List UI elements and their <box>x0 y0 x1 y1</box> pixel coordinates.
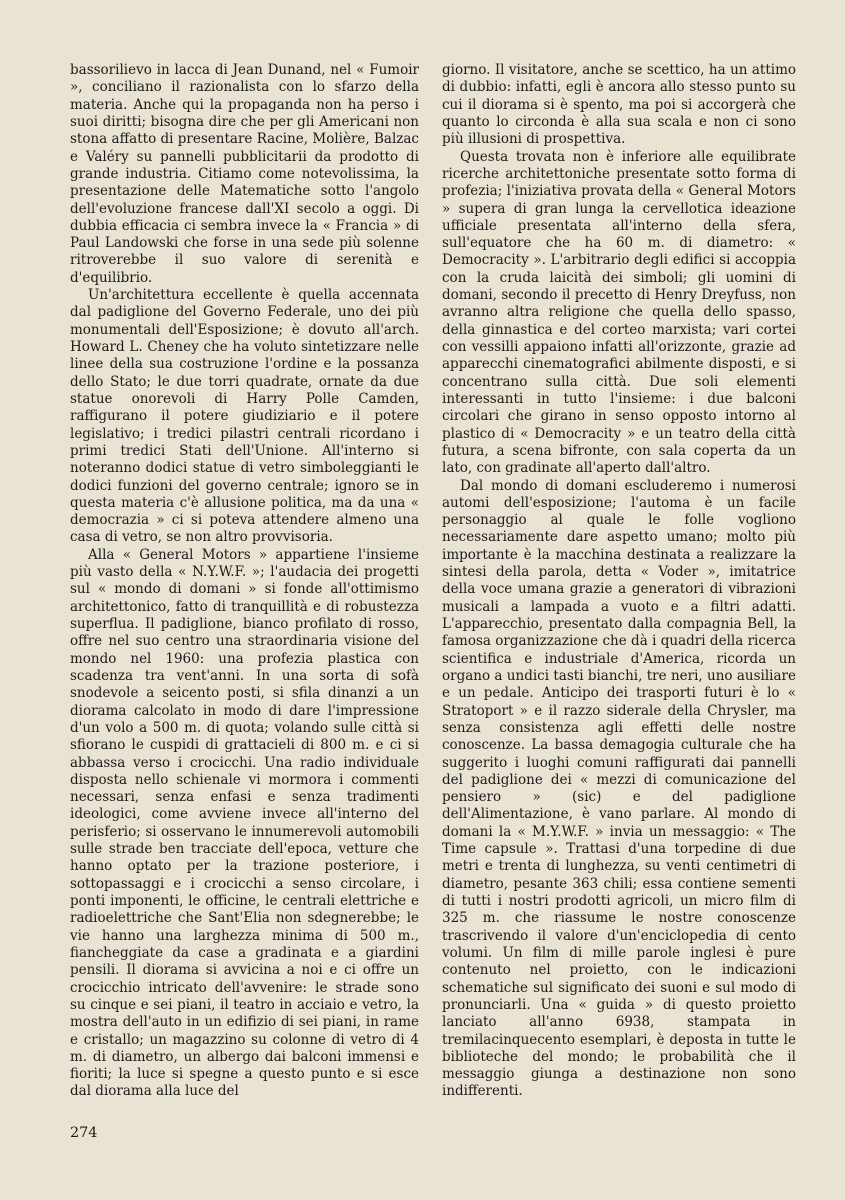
paragraph: Questa trovata non è inferiore alle equilibrate ricerche architettoniche presentate sotto forma di profezia; l'iniziativa provata della « General Motors » supera di gran lunga la cervellotica ideazione ufficiale presentata all'interno della sfera, sull'equatore che ha 60 m. di diametro: « Democracity ». L'arbitrario degli edifici si accoppia con la cruda laicità dei simboli; gli uomini di domani, secondo il precetto di Henry Dreyfuss, non avranno altra religione che quella dello spasso, della ginnastica e del corteo marxista; vari cortei con vessilli appaiono infatti all'orizzonte, grazie ad apparecchi cinematografici abilmente disposti, e si concentrano sulla città. Due soli elementi interessanti in tutto l'insieme: i due balconi circolari che girano in senso opposto intorno al plastico di « Democracity » e un teatro della città futura, a scena bifronte, con sala coperta da un lato, con gradinate all'aperto dall'altro. <box>442 148 796 477</box>
paragraph: Un'architettura eccellente è quella accennata dal padiglione del Governo Federale, uno dei più monumentali dell'Esposizione; è dovuto all'arch. Howard L. Cheney che ha voluto sintetizzare nelle linee della sua costruzione l'ordine e la possanza dello Stato; le due torri quadrate, ornate da due statue onorevoli di Harry Polle Camden, raffigurano il potere giudiziario e il potere legislativo; i tredici pilastri centrali ricordano i primi tredici Stati dell'Unione. All'interno si noteranno dodici statue di vetro simboleggianti le dodici funzioni del governo centrale; ignoro se in questa materia c'è allusione politica, ma da una « democrazia » ci si poteva attendere almeno una casa di vetro, se non altro provvisoria. <box>70 287 419 546</box>
paragraph: Dal mondo di domani escluderemo i numerosi automi dell'esposizione; l'automa è un facile personaggio al quale le folle vogliono necessariamente dare aspetto umano; molto più importante è la macchina destinata a realizzare la sintesi della parola, detta « Voder », imitatrice della voce umana grazie a generatori di vibrazioni musicali a lampada a vuoto e a filtri adatti. L'apparecchio, presentato dalla compagnia Bell, la famosa organizzazione che dà i quadri della ricerca scientifica e industriale d'America, ricorda un organo a undici tasti bianchi, tre neri, uno ausiliare e un pedale. Anticipo dei trasporti futuri è lo « Stratoport » e il razzo siderale della Chrysler, ma senza consistenza agli effetti delle nostre conoscenze. La bassa demagogia culturale che ha suggerito i luoghi comuni raffigurati dai pannelli del padiglione dei « mezzi di comunicazione del pensiero » (sic) e del padiglione dell'Alimentazione, è vano parlare. Al mondo di domani la « M.Y.W.F. » invia un messaggio: « The Time capsule ». Trattasi d'una torpedine di due metri e trenta di lunghezza, su venti centimetri di diametro, pesante 363 chili; essa contiene sementi di tutti i nostri prodotti agricoli, un micro film di 325 m. che riassume le nostre conoscenze trascrivendo il valore d'un'enciclopedia di cento volumi. Un film di mille parole inglesi è pure contenuto nel proietto, con le indicazioni schematiche sul significato dei suoni e sul modo di pronunciarli. Una « guida » di questo proietto lanciato all'anno 6938, stampata in tremilacinquecento esemplari, è deposta in tutte le biblioteche del mondo; le probabilità che il messaggio giunga a destinazione non sono indifferenti. <box>442 477 796 1100</box>
paragraph: Alla « General Motors » appartiene l'insieme più vasto della « N.Y.W.F. »; l'audacia dei progetti sul « mondo di domani » si fonde all'ottimismo architettonico, fatto di tranquillità e di robustezza superflua. Il padiglione, bianco profilato di rosso, offre nel suo centro una straordinaria visione del mondo nel 1960: una profezia plastica con scadenza tra vent'anni. In una sorta di sofà snodevole a seicento posti, si sfila dinanzi a un diorama calcolato in modo di dare l'impressione d'un volo a 500 m. di quota; volando sulle città si sfiorano le cuspidi di grattacieli di 800 m. e ci si abbassa verso i crocicchi. Una radio individuale disposta nello schienale vi mormora i commenti necessari, senza enfasi e senza tradimenti ideologici, come avviene invece all'interno del perisferio; si osservano le innumerevoli automobili sulle strade ben tracciate dell'epoca, vetture che hanno optato per la trazione posteriore, i sottopassaggi e i crocicchi a senso circolare, i ponti imponenti, le officine, le centrali elettriche e radioelettriche che Sant'Elia non sdegnerebbe; le vie hanno una larghezza minima di 500 m., fiancheggiate da case a gradinata e a giardini pensili. Il diorama si avvicina a noi e ci offre un crocicchio intricato dell'avvenire: le strade sono su cinque e sei piani, il teatro in acciaio e vetro, la mostra dell'auto in un edifizio di sei piani, in rame e cristallo; un magazzino su colonne di vetro di 4 m. di diametro, un albergo dai balconi immensi e fioriti; la luce si spegne a questo punto e si esce dal diorama alla luce del <box>70 546 419 1100</box>
page-number: 274 <box>70 1125 98 1141</box>
right-column <box>442 62 796 1101</box>
left-column <box>70 62 419 1101</box>
paragraph: bassorilievo in lacca di Jean Dunand, nel « Fumoir », conciliano il razionalista con lo sfarzo della materia. Anche qui la propaganda non ha perso i suoi diritti; bisogna dire che per gli Americani non stona affatto di presentare Racine, Molière, Balzac e Valéry su pannelli pubblicitarii da prodotto di grande industria. Citiamo come notevolissima, la presentazione delle Matematiche sotto l'angolo dell'evoluzione francese dall'XI secolo a oggi. Di dubbia efficacia ci sembra invece la « Francia » di Paul Landowski che forse in una sede più solenne ritroverebbe il suo valore di serenità e d'equilibrio. <box>70 62 419 286</box>
paragraph: giorno. Il visitatore, anche se scettico, ha un attimo di dubbio: infatti, egli è ancora allo stesso punto su cui il diorama si è spento, ma poi si accorgerà che quanto lo circonda è alla sua scala e non ci sono più illusioni di prospettiva. <box>442 62 796 148</box>
